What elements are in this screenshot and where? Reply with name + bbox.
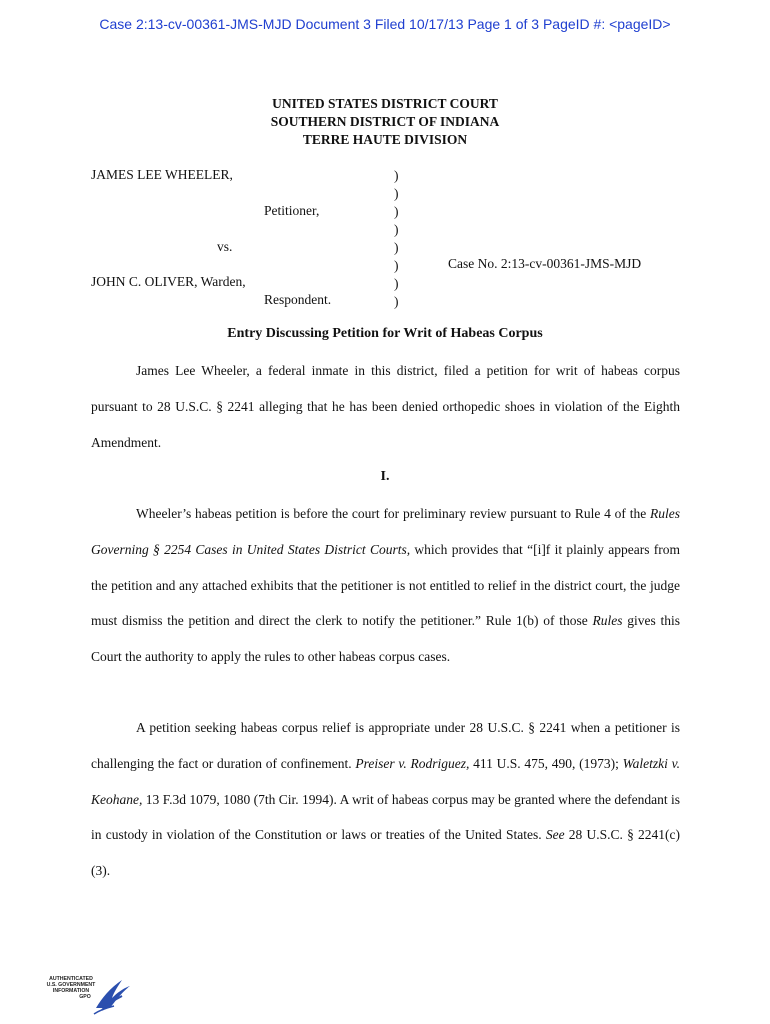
versus-label: vs. — [217, 239, 233, 254]
eagle-icon — [88, 974, 132, 1016]
italic-citation: Preiser v. Rodriguez, — [355, 755, 470, 771]
gpo-line: INFORMATION — [52, 988, 90, 994]
gpo-line: GPO — [79, 994, 91, 1000]
rule-4-paragraph — [91, 496, 680, 675]
paren: ) — [394, 258, 399, 273]
paren: ) — [394, 168, 399, 183]
gpo-authentication-seal — [40, 974, 132, 1016]
paren: ) — [394, 204, 399, 219]
court-heading — [0, 95, 770, 149]
caption-parentheses — [394, 167, 399, 311]
italic-citation: Rules — [592, 613, 623, 629]
italic-citation: Rules Governing § 2254 Cases in United States District Courts, — [91, 506, 680, 557]
court-district: SOUTHERN DISTRICT OF INDIANA — [270, 114, 500, 129]
text-run: 411 U.S. 475, 490, (1973); — [469, 755, 623, 771]
petitioner-name: JAMES LEE WHEELER, — [91, 167, 233, 182]
text-run: 13 F.3d 1079, 1080 (7th Cir. 1994). A writ of habeas corpus may be granted where the defendant is in custody in violation of the Constitution or laws or treaties of the United States. — [91, 791, 680, 843]
gpo-line: AUTHENTICATED — [49, 976, 93, 982]
text-run: which provides that “[i]f it plainly appears from the petition and any attached exhibits that the petitioner is not entitled to relief in the district court, the judge must dismiss the petition and direct the clerk to notify the petitioner.” Rule 1(b) of those — [91, 541, 681, 629]
court-name: UNITED STATES DISTRICT COURT — [272, 96, 498, 111]
paren: ) — [394, 186, 399, 201]
case-number: Case No. 2:13-cv-00361-JMS-MJD — [448, 256, 642, 271]
court-division: TERRE HAUTE DIVISION — [302, 132, 468, 147]
respondent-name: JOHN C. OLIVER, Warden, — [91, 274, 246, 289]
paren: ) — [394, 294, 399, 309]
italic-citation: Waletzki v. Keohane, — [91, 755, 680, 807]
habeas-relief-paragraph — [91, 710, 680, 889]
text-run: Wheeler’s habeas petition is before the court for preliminary review pursuant to Rule 4 of the — [136, 506, 650, 521]
respondent-role: Respondent. — [264, 292, 332, 307]
petitioner-role: Petitioner, — [264, 203, 320, 218]
case-header-stamp: Case 2:13-cv-00361-JMS-MJD Document 3 Filed 10/17/13 Page 1 of 3 PageID #: <pageID> — [99, 16, 671, 32]
text-run: gives this Court the authority to apply the rules to other habeas corpus cases. — [91, 613, 680, 665]
italic-citation: See — [545, 827, 565, 843]
intro-paragraph: James Lee Wheeler, a federal inmate in this district, filed a petition for writ of habeas corpus pursuant to 28 U.S.C. § 2241 alleging that he has been denied orthopedic shoes in violation of the Eighth Amendment. — [91, 363, 680, 450]
text-run: A petition seeking habeas corpus relief is appropriate under 28 U.S.C. § 2241 when a petitioner is challenging the fact or duration of confinement. — [91, 720, 680, 771]
section-number: I. — [380, 469, 390, 484]
gpo-line: U.S. GOVERNMENT — [46, 982, 96, 988]
text-run: 28 U.S.C. § 2241(c)(3). — [91, 827, 681, 879]
entry-title: Entry Discussing Petition for Writ of Habeas Corpus — [227, 326, 543, 341]
paren: ) — [394, 240, 399, 255]
paren: ) — [394, 276, 399, 291]
paren: ) — [394, 222, 399, 237]
